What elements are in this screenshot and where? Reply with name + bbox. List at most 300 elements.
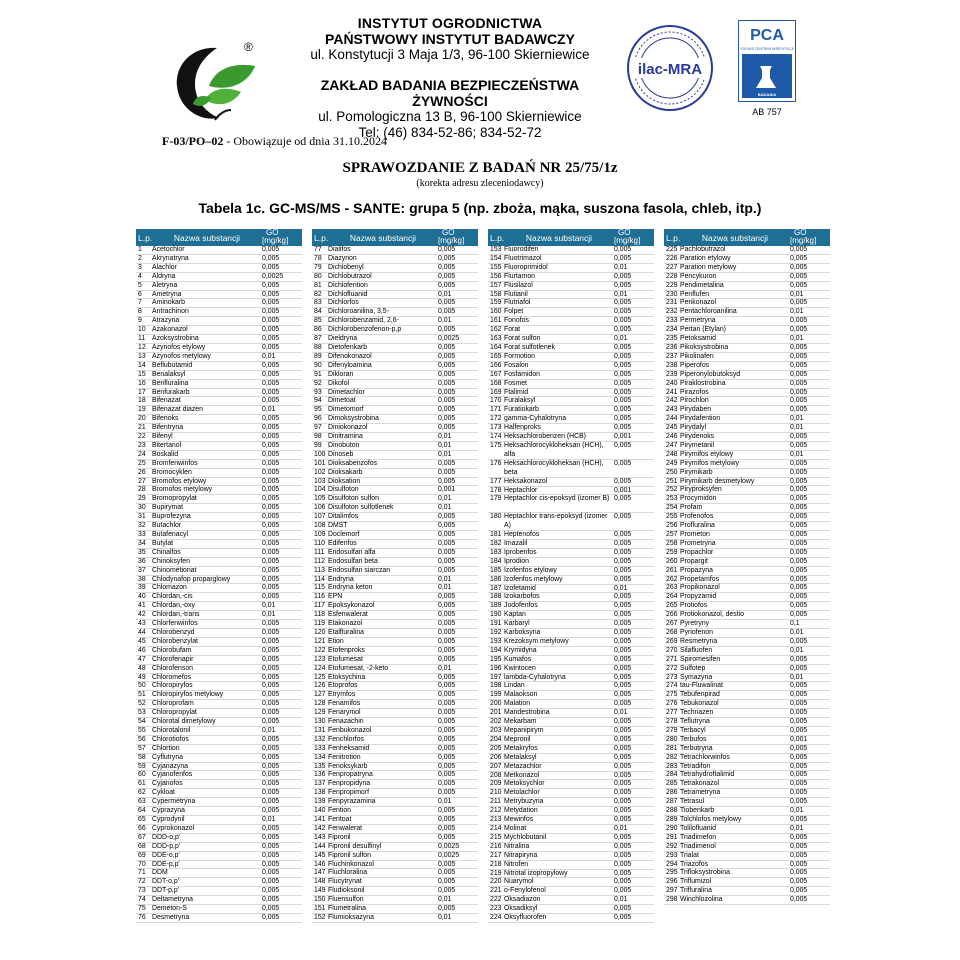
- substance-name: Dimetoat: [328, 397, 356, 405]
- table-row: [136, 665, 302, 674]
- substance-name: Propikonazol: [680, 584, 720, 592]
- row-number: 63: [138, 798, 146, 806]
- substance-name: Piperonylobutoksyd: [680, 370, 741, 378]
- table-row: [136, 674, 302, 683]
- table-row: [136, 558, 302, 567]
- substance-name: Metkonazol: [504, 771, 540, 779]
- row-number: 201: [490, 709, 502, 717]
- table-row: [136, 335, 302, 344]
- go-value: 0,01: [438, 584, 452, 592]
- go-value: 0,005: [438, 477, 456, 485]
- go-value: 0,005: [614, 914, 632, 922]
- table-row: [136, 834, 302, 843]
- go-value: 0,005: [614, 459, 632, 467]
- row-number: 221: [490, 887, 502, 895]
- go-value: 0,005: [614, 762, 632, 770]
- go-value: 0,005: [790, 753, 808, 761]
- table-row: [312, 486, 478, 495]
- table-row: [664, 380, 830, 389]
- go-value: 0,005: [262, 566, 280, 574]
- row-number: 273: [666, 673, 678, 681]
- substance-name: Etofenproks: [328, 646, 365, 654]
- row-number: 9: [138, 317, 142, 325]
- row-number: 94: [314, 397, 322, 405]
- row-number: 113: [314, 566, 325, 574]
- substance-name: Profenofos: [680, 513, 714, 521]
- row-number: 41: [138, 602, 146, 610]
- go-value: 0,005: [262, 433, 280, 441]
- row-number: 242: [666, 397, 678, 405]
- go-value: 0,005: [262, 860, 280, 868]
- table-row: [312, 308, 478, 317]
- substance-name: Pirymikarb: [680, 468, 713, 476]
- go-value: 0,005: [614, 326, 632, 334]
- substance-name: Chlordan,-cis: [152, 593, 193, 601]
- substance-name: Chloropiryfos metylowy: [152, 691, 224, 699]
- table-row: [664, 531, 830, 540]
- go-value: 0,005: [614, 646, 632, 654]
- substance-name: Fenpropimorf: [328, 789, 369, 797]
- go-value: 0,005: [790, 272, 808, 280]
- row-number: 133: [314, 744, 326, 752]
- substance-name: Tetrakonazol: [680, 780, 720, 788]
- go-value: 0,005: [262, 735, 280, 743]
- table-row: [664, 486, 830, 495]
- row-number: 73: [138, 887, 146, 895]
- substance-name: Fluchloralina: [328, 869, 368, 877]
- table-row: [312, 780, 478, 789]
- table-row: [488, 763, 654, 772]
- go-value: 0,005: [614, 531, 632, 539]
- row-number: 123: [314, 655, 326, 663]
- svg-text:PCA: PCA: [750, 27, 784, 44]
- go-value: 0,005: [438, 370, 456, 378]
- table-row: [136, 861, 302, 870]
- go-value: 0,005: [614, 281, 632, 289]
- substance-name: Nuarymol: [504, 878, 534, 886]
- row-number: 78: [314, 254, 322, 262]
- table-row: [488, 736, 654, 745]
- go-value: 0,005: [614, 860, 632, 868]
- table-row: [664, 433, 830, 442]
- go-value: 0,005: [790, 682, 808, 690]
- row-number: 188: [490, 593, 502, 601]
- table-row: [488, 424, 654, 433]
- header-go: [790, 229, 816, 245]
- table-row: [664, 647, 830, 656]
- go-value: 0,005: [262, 459, 280, 467]
- table-row: [136, 593, 302, 602]
- go-value: 0,001: [438, 486, 456, 494]
- row-number: 20: [138, 415, 146, 423]
- go-value: 0,005: [790, 388, 808, 396]
- table-row: [312, 727, 478, 736]
- go-value: 0,01: [790, 308, 804, 316]
- substance-name: Flurtamon: [504, 272, 536, 280]
- go-value: 0,005: [262, 575, 280, 583]
- row-number: 229: [666, 281, 678, 289]
- row-number: 54: [138, 718, 146, 726]
- table-row: [488, 896, 654, 905]
- go-value: 0,005: [790, 504, 808, 512]
- header-go: [438, 229, 464, 245]
- row-number: 256: [666, 522, 678, 530]
- row-number: 202: [490, 718, 502, 726]
- row-number: 11: [138, 335, 146, 343]
- table-row: [136, 878, 302, 887]
- row-number: 169: [490, 388, 502, 396]
- go-value: 0,005: [262, 655, 280, 663]
- go-value: 0,005: [262, 628, 280, 636]
- go-value: 0,005: [438, 379, 456, 387]
- row-number: 114: [314, 575, 325, 583]
- row-number: 19: [138, 406, 146, 414]
- go-value: 0,005: [614, 308, 632, 316]
- table-row: [664, 620, 830, 629]
- pca-logo: [738, 20, 796, 102]
- substance-name: lambda-Cyhalotryna: [504, 673, 566, 681]
- substance-name: Azakonazol: [152, 326, 188, 334]
- go-value: 0,005: [262, 878, 280, 886]
- go-value: 0,005: [438, 246, 456, 253]
- row-number: 66: [138, 824, 146, 832]
- row-number: 6: [138, 290, 142, 298]
- table-title: Tabela 1c. GC-MS/MS - SANTE: grupa 5 (np. zboża, mąka, suszona fasola, chleb, itp.): [198, 200, 762, 216]
- substance-name: Metolachlor: [504, 789, 540, 797]
- go-value: 0,005: [790, 406, 808, 414]
- row-number: 182: [490, 539, 502, 547]
- go-value: 0,005: [790, 726, 808, 734]
- row-number: 16: [138, 379, 146, 387]
- row-number: 154: [490, 254, 502, 262]
- table-row: [488, 593, 654, 602]
- row-number: 214: [490, 824, 502, 832]
- row-number: 263: [666, 584, 678, 592]
- table-row: [312, 843, 478, 852]
- row-number: 4: [138, 272, 142, 280]
- table-row: [664, 718, 830, 727]
- go-value: 0,005: [262, 539, 280, 547]
- go-value: 0,005: [262, 388, 280, 396]
- row-number: 177: [490, 477, 502, 485]
- table-row: [136, 798, 302, 807]
- table-row: [136, 602, 302, 611]
- go-value: 0,005: [614, 664, 632, 672]
- institute-header: [290, 15, 610, 63]
- row-number: 47: [138, 655, 146, 663]
- row-number: 90: [314, 361, 322, 369]
- table-row: [488, 852, 654, 861]
- go-value: 0,005: [262, 673, 280, 681]
- go-value: 0,005: [438, 424, 456, 432]
- row-number: 268: [666, 628, 678, 636]
- go-value: 0,005: [790, 539, 808, 547]
- ilac-mra-logo: [620, 22, 720, 114]
- table-row: [488, 282, 654, 291]
- row-number: 286: [666, 789, 678, 797]
- substance-name: Dikloran: [328, 370, 354, 378]
- go-value: 0,005: [438, 548, 456, 556]
- row-number: 277: [666, 709, 678, 717]
- go-value: 0,005: [262, 691, 280, 699]
- go-value: 0,005: [438, 735, 456, 743]
- row-number: 107: [314, 513, 326, 521]
- substance-name: Acetochlor: [152, 246, 185, 253]
- go-value: 0,005: [614, 388, 632, 396]
- row-number: 270: [666, 646, 678, 654]
- substance-name: Terbutryna: [680, 744, 713, 752]
- go-value: 0,005: [614, 441, 632, 449]
- row-number: 148: [314, 878, 326, 886]
- table-row: [136, 433, 302, 442]
- substance-name: Dialifos: [328, 246, 351, 253]
- substance-name: Metoksychlor: [504, 780, 545, 788]
- table-row: [136, 513, 302, 522]
- row-number: 179: [490, 495, 502, 503]
- row-number: 245: [666, 424, 678, 432]
- table-row: [312, 264, 478, 273]
- table-row: [312, 745, 478, 754]
- row-number: 181: [490, 531, 502, 539]
- row-number: 140: [314, 807, 326, 815]
- row-number: 108: [314, 522, 326, 530]
- substance-name: Heksachlorobenzen (HCB): [504, 433, 586, 441]
- row-number: 200: [490, 700, 502, 708]
- row-number: 186: [490, 575, 502, 583]
- row-number: 128: [314, 700, 326, 708]
- go-value: 0,005: [790, 495, 808, 503]
- go-value: 0,005: [262, 263, 280, 271]
- go-value: 0,005: [262, 441, 280, 449]
- row-number: 118: [314, 611, 325, 619]
- table-row: [312, 611, 478, 620]
- row-number: 117: [314, 602, 325, 610]
- table-row: [664, 700, 830, 709]
- table-row: [664, 780, 830, 789]
- row-number: 296: [666, 878, 678, 886]
- table-row: [312, 718, 478, 727]
- substance-name: Diniokonazol: [328, 424, 368, 432]
- row-number: 146: [314, 860, 326, 868]
- substance-name: Fenitrotion: [328, 753, 361, 761]
- row-number: 170: [490, 397, 502, 405]
- table-row: [136, 380, 302, 389]
- table-row: [312, 754, 478, 763]
- substance-name: Flumioksazyna: [328, 913, 374, 921]
- table-row: [488, 727, 654, 736]
- substance-name: Azoksystrobina: [152, 335, 199, 343]
- go-value: 0,005: [438, 539, 456, 547]
- svg-text:BADANIA: BADANIA: [757, 92, 777, 97]
- go-value: 0,005: [438, 343, 456, 351]
- substance-name: Karbaryl: [504, 620, 530, 628]
- go-value: 0,005: [790, 397, 808, 405]
- substance-name: Heptachlor cis-epoksyd (izomer B): [504, 495, 610, 503]
- table-row: [136, 780, 302, 789]
- row-number: 239: [666, 370, 678, 378]
- substance-name: Azynofos metylowy: [152, 352, 211, 360]
- substance-name: Dichlofluanid: [328, 290, 368, 298]
- row-number: 244: [666, 415, 678, 423]
- substance-name: Pirazofos: [680, 388, 709, 396]
- table-row: [664, 843, 830, 852]
- substance-name: Benfluralina: [152, 379, 189, 387]
- table-row: [312, 406, 478, 415]
- table-row: [664, 584, 830, 593]
- table-row: [136, 406, 302, 415]
- go-value: 0,005: [262, 593, 280, 601]
- go-value: 0,005: [262, 753, 280, 761]
- table-row: [136, 584, 302, 593]
- substance-name: Pentachloroanilina: [680, 308, 737, 316]
- row-number: 284: [666, 771, 678, 779]
- go-value: 0,005: [614, 557, 632, 565]
- substance-name: Dieldryna: [328, 335, 358, 343]
- substance-name: Cypermetryna: [152, 798, 196, 806]
- go-value: 0,005: [790, 637, 808, 645]
- row-number: 157: [490, 281, 502, 289]
- table-row: [664, 424, 830, 433]
- row-number: 38: [138, 575, 146, 583]
- row-number: 64: [138, 807, 146, 815]
- lab-address: ul. Pomologiczna 13 B, 96-100 Skierniewice: [318, 109, 582, 125]
- table-row: [664, 771, 830, 780]
- table-row: [136, 317, 302, 326]
- table-row: [136, 389, 302, 398]
- go-value: 0,01: [438, 290, 452, 298]
- table-row: [136, 691, 302, 700]
- row-number: 81: [314, 281, 322, 289]
- table-row: [136, 522, 302, 531]
- go-value: 0,005: [614, 272, 632, 280]
- substance-name: Tetrachlorwinfos: [680, 753, 730, 761]
- substance-name: Prometon: [680, 531, 710, 538]
- go-value: 0,005: [614, 379, 632, 387]
- go-value: 0,005: [614, 352, 632, 360]
- row-number: 217: [490, 851, 502, 859]
- substance-name: Chlorotalonil: [152, 726, 191, 734]
- institute-name-line2: PAŃSTWOWY INSTYTUT BADAWCZY: [325, 31, 575, 48]
- table-row: [664, 371, 830, 380]
- substance-name: Silafluofen: [680, 646, 713, 654]
- row-number: 43: [138, 620, 146, 628]
- substance-name: Cyprazyna: [152, 807, 185, 815]
- substance-name: Bifenoks: [152, 415, 179, 423]
- lab-name: ZAKŁAD BADANIA BEZPIECZEŃSTWA ŻYWNOŚCI: [320, 77, 580, 110]
- go-value: 0,005: [790, 566, 808, 574]
- go-value: 0,005: [438, 388, 456, 396]
- substance-name: Esfenwalerat: [328, 611, 368, 619]
- go-value: 0,005: [262, 718, 280, 726]
- substance-name: Flusilazol: [504, 281, 533, 289]
- table-row: [136, 745, 302, 754]
- substance-name: Pikolinafen: [680, 352, 714, 360]
- go-value: 0,01: [438, 441, 452, 449]
- go-value: 0,005: [262, 887, 280, 895]
- go-value: 0,005: [262, 522, 280, 530]
- substance-name: Trifluralina: [680, 887, 712, 895]
- row-number: 254: [666, 504, 678, 512]
- substance-name: Fosalon: [504, 361, 529, 369]
- substance-name: Resmetryna: [680, 637, 718, 645]
- table-row: [136, 326, 302, 335]
- header-go: [614, 229, 640, 245]
- substance-name: Pirymifos etylowy: [680, 450, 734, 458]
- table-row: [312, 246, 478, 255]
- table-row: [312, 380, 478, 389]
- substance-name: Epoksykonazol: [328, 602, 375, 610]
- row-number: 235: [666, 335, 678, 343]
- table-row: [488, 700, 654, 709]
- table-row: [488, 772, 654, 781]
- substance-name: Pirydaben: [680, 406, 712, 414]
- go-value: 0,005: [790, 352, 808, 360]
- table-row: [312, 656, 478, 665]
- table-row: [488, 789, 654, 798]
- go-value: 0,01: [790, 290, 804, 298]
- row-number: 121: [314, 637, 326, 645]
- substance-name: Pirochlon: [680, 397, 709, 405]
- row-number: 224: [490, 914, 502, 922]
- row-number: 288: [666, 807, 678, 815]
- row-number: 18: [138, 397, 146, 405]
- go-value: 0,005: [262, 281, 280, 289]
- substance-name: Bitertanol: [152, 441, 182, 449]
- substance-name: Heptachlor: [504, 486, 538, 494]
- table-row: [664, 674, 830, 683]
- substance-name: Aminokarb: [152, 299, 185, 307]
- table-row: [312, 584, 478, 593]
- row-number: 218: [490, 860, 502, 868]
- table-row: [136, 531, 302, 540]
- table-row: [664, 478, 830, 487]
- row-number: 216: [490, 842, 502, 850]
- table-row: [312, 700, 478, 709]
- table-row: [488, 558, 654, 567]
- table-row: [312, 451, 478, 460]
- substance-name: Oksadiksyl: [504, 905, 538, 913]
- row-number: 28: [138, 486, 146, 494]
- table-row: [488, 638, 654, 647]
- row-number: 106: [314, 504, 326, 512]
- substance-name: Tiobenkarb: [680, 807, 715, 815]
- substance-name: Krezoksym metylowy: [504, 637, 569, 645]
- substance-name: Chlomazon: [152, 584, 187, 592]
- row-number: 173: [490, 424, 502, 432]
- go-value: 0,01: [614, 335, 628, 343]
- substance-name: Triflumizol: [680, 878, 712, 886]
- row-number: 67: [138, 833, 146, 841]
- go-value: 0,001: [790, 735, 808, 743]
- go-value: 0,0025: [438, 851, 460, 859]
- go-value: 0,005: [438, 468, 456, 476]
- table-row: [136, 611, 302, 620]
- substance-name: Tolchlofos metylowy: [680, 816, 742, 823]
- substance-name: Chlordan,-oxy: [152, 602, 195, 610]
- table-row: [664, 887, 830, 896]
- substance-name: Cyprokonazol: [152, 824, 195, 832]
- go-value: 0,005: [262, 299, 280, 307]
- go-value: 0,005: [438, 459, 456, 467]
- substance-name: Azynofos etylowy: [152, 343, 206, 351]
- row-number: 160: [490, 308, 502, 316]
- substance-name: Dichlobenyl: [328, 263, 364, 271]
- substance-name: Pertan (Etylan): [680, 326, 726, 334]
- go-value: 0,005: [790, 441, 808, 449]
- table-row: [488, 326, 654, 335]
- substance-name: DDT-p,p': [152, 887, 179, 895]
- table-row: [312, 371, 478, 380]
